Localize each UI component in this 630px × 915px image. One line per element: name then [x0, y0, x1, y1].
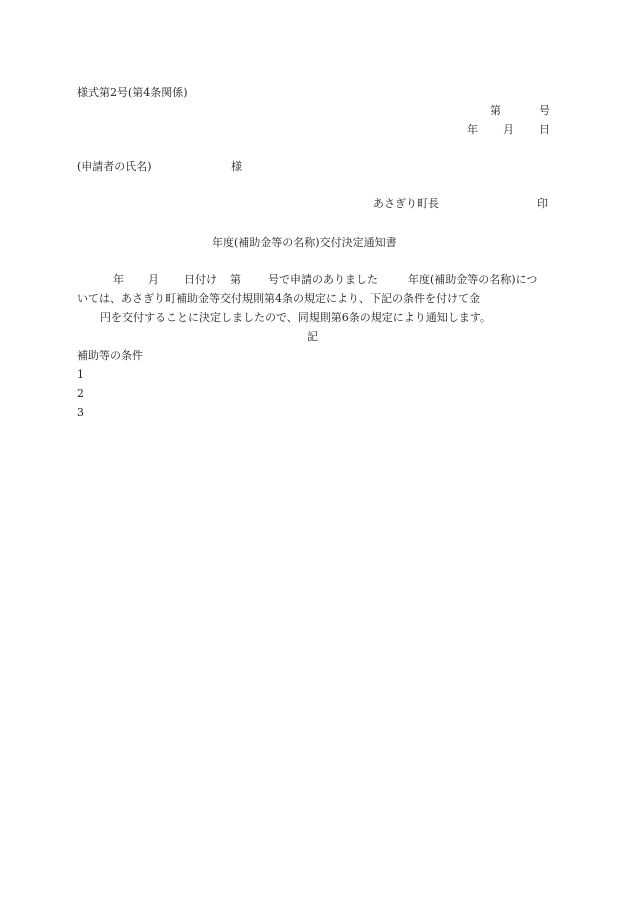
date-month: 月: [503, 123, 514, 136]
condition-item: 3: [77, 406, 84, 419]
issuer-title: あさぎり町長: [373, 197, 439, 210]
body-year: 年: [113, 273, 124, 286]
body-line-3: 円を交付することに決定しましたので、同規則第6条の規定により通知します。: [100, 311, 491, 324]
ki-mark: 記: [307, 330, 318, 343]
body-application: 号で申請のありました: [268, 273, 378, 286]
body-number: 第: [230, 273, 241, 286]
condition-item: 1: [77, 368, 84, 381]
body-line-2: いては、あさぎり町補助金等交付規則第4条の規定により、下記の条件を付けて金: [77, 292, 480, 305]
seal-mark: 印: [537, 197, 548, 210]
doc-number-prefix: 第: [490, 104, 501, 117]
doc-number-suffix: 号: [539, 104, 550, 117]
body-dated: 日付け: [184, 273, 217, 286]
date-day: 日: [539, 123, 550, 136]
conditions-heading: 補助等の条件: [77, 349, 143, 362]
condition-item: 2: [77, 387, 84, 400]
applicant-honorific: 様: [231, 160, 242, 173]
applicant-label: (申請者の氏名): [77, 160, 152, 173]
date-year: 年: [467, 123, 478, 136]
form-number: 様式第2号(第4条関係): [77, 86, 188, 99]
body-fiscal-year: 年度(補助金等の名称)につ: [408, 273, 538, 286]
body-month: 月: [148, 273, 159, 286]
document-title: 年度(補助金等の名称)交付決定通知書: [212, 236, 397, 249]
